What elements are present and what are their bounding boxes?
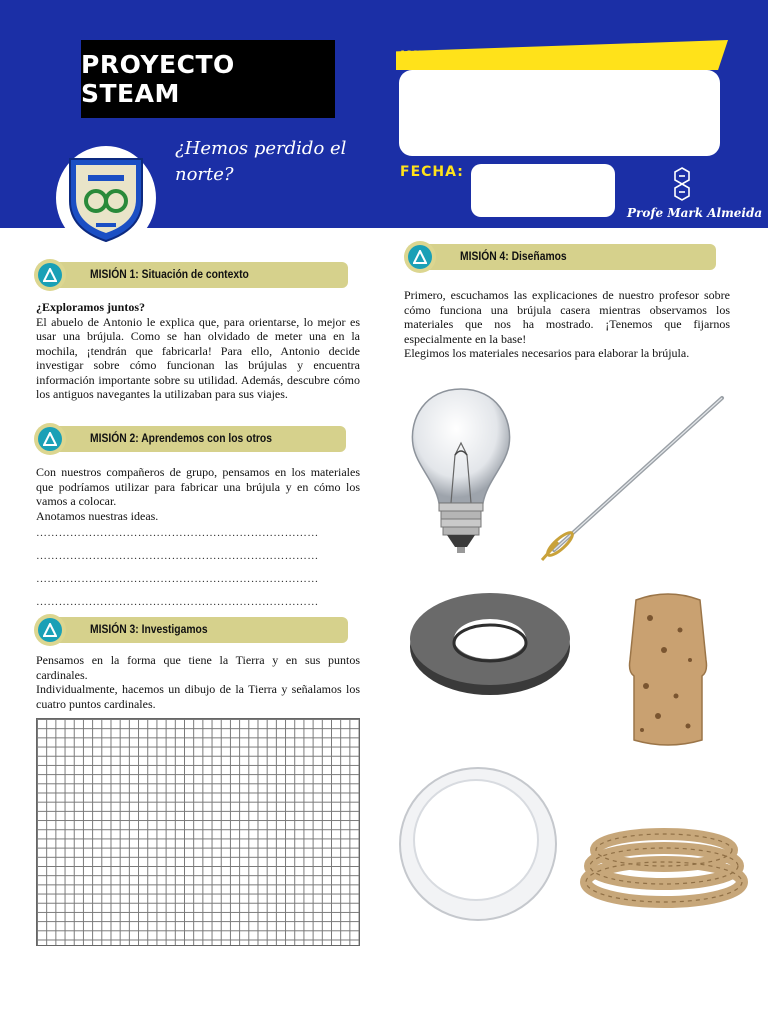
mission-3-label: MISIÓN 3: Investigamos <box>90 622 208 636</box>
mission-1-bar <box>38 262 348 288</box>
mission-1-text <box>36 300 360 402</box>
mission-3-bar <box>38 617 348 643</box>
mission-4-body: Primero, escuchamos las explicaciones de nuestro profesor sobre cómo funciona una brújula casera mientras observamos los materiales que nos ha mostrado. ¡Tenemos que fijarnos especialmente en la base! <box>404 288 730 346</box>
light-bulb-image <box>405 385 517 555</box>
mission-4-label: MISIÓN 4: Diseñamos <box>460 249 567 263</box>
mission-badge <box>34 423 66 455</box>
fecha-field[interactable] <box>471 164 615 217</box>
mission-2-bar <box>38 426 346 452</box>
integrantes-field[interactable] <box>399 70 720 156</box>
dotted-line-3[interactable]: ………………………………………………………………… <box>36 573 319 585</box>
mission-2-label: MISIÓN 2: Aprendemos con los otros <box>90 431 272 445</box>
mission-4-text <box>404 288 730 361</box>
cork-image <box>620 590 716 748</box>
mission-4-bar <box>408 244 716 270</box>
mission-badge <box>34 259 66 291</box>
triangle-icon <box>43 432 57 446</box>
dotted-line-1[interactable]: ………………………………………………………………… <box>36 527 319 539</box>
author-signature: Profe Mark Almeida <box>627 206 763 220</box>
school-logo <box>56 146 156 250</box>
mission-badge <box>34 614 66 646</box>
plastic-plate-image <box>398 766 558 922</box>
school-crest-icon <box>66 153 146 243</box>
mission-1-body: El abuelo de Antonio le explica que, para orientarse, lo mejor es usar una brújula. Como se han olvidado de meter una en la mochila, ¡tendrán que fabricarla! Para ello, Antonio decide investigar sobre cómo funcionan las brújulas y encuentra información importante sobre su utilidad. Además, descubre cómo los antiguos navegantes la utilizaban para sus viajes. <box>36 314 360 401</box>
triangle-icon <box>413 250 427 264</box>
mission-badge <box>404 241 436 273</box>
dotted-line-4[interactable]: ………………………………………………………………… <box>36 596 319 608</box>
title-box <box>81 40 335 118</box>
needle-image <box>530 392 730 568</box>
mission-4-body-2: Elegimos los materiales necesarios para elaborar la brújula. <box>404 346 690 360</box>
mission-2-body: Con nuestros compañeros de grupo, pensamos en los materiales que podríamos utilizar para fabricar una brújula y en cómo los vamos a colocar. <box>36 465 360 508</box>
hexagon-molecule-icon <box>664 166 700 202</box>
subtitle-line-2: norte? <box>175 164 234 185</box>
page-subtitle <box>175 136 365 188</box>
subtitle-line-1: ¿Hemos perdido el <box>175 138 347 159</box>
rope-image <box>578 820 750 910</box>
dotted-line-2[interactable]: ………………………………………………………………… <box>36 550 319 562</box>
mission-1-label: MISIÓN 1: Situación de contexto <box>90 267 249 281</box>
mission-2-text <box>36 465 360 523</box>
triangle-icon <box>43 623 57 637</box>
mission-2-body-2: Anotamos nuestras ideas. <box>36 508 159 523</box>
mission-1-heading: ¿Exploramos juntos? <box>36 300 146 314</box>
fecha-label: FECHA: <box>400 164 464 180</box>
drawing-grid[interactable] <box>36 718 360 946</box>
mission-3-body-2: Individualmente, hacemos un dibujo de la Tierra y señalamos los cuatro puntos cardinales. <box>36 682 360 711</box>
triangle-icon <box>43 268 57 282</box>
mission-3-body: Pensamos en la forma que tiene la Tierra y en sus puntos cardinales. <box>36 653 360 682</box>
ring-magnet-image <box>405 585 575 700</box>
integrantes-label: INTEGRANTES: <box>400 49 528 65</box>
mission-3-text <box>36 653 360 711</box>
page-title: PROYECTO STEAM <box>81 50 235 108</box>
